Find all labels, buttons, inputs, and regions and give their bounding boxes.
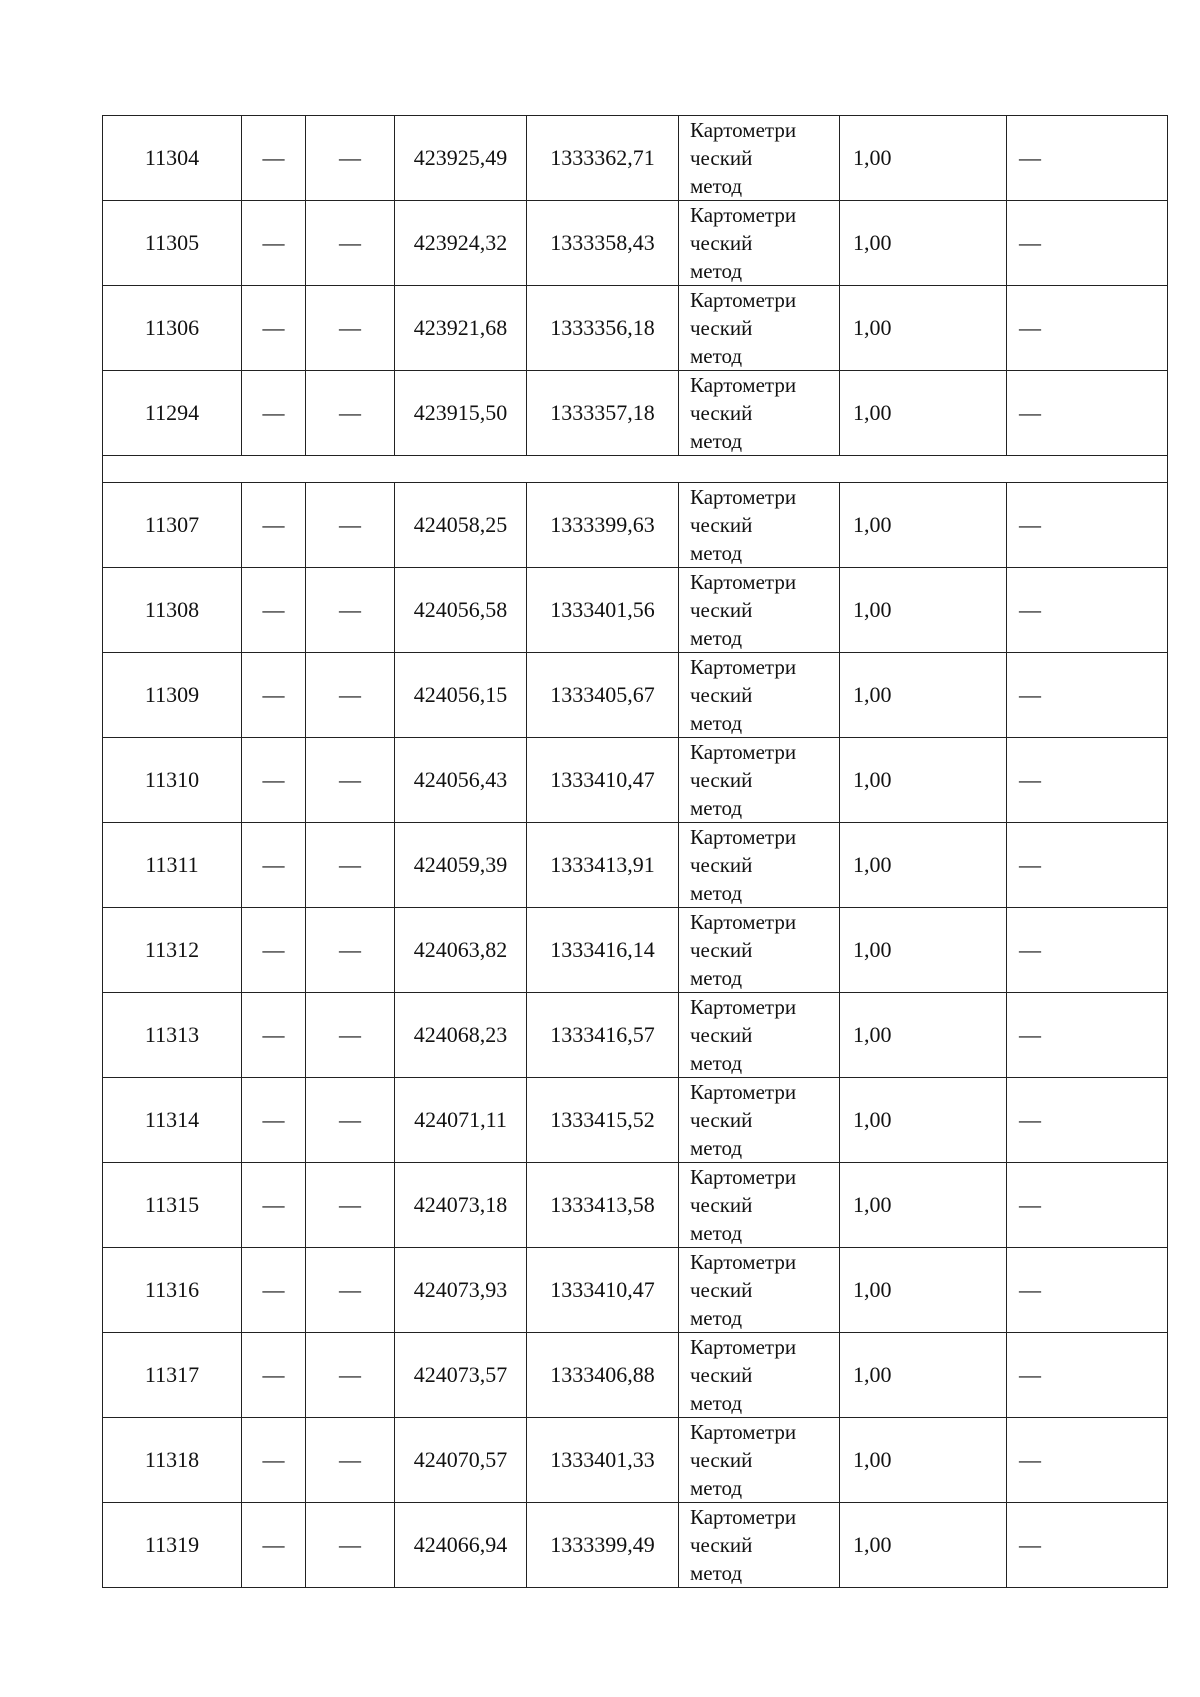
- empty-y-cell: —: [306, 371, 395, 456]
- method-cell: [679, 371, 840, 456]
- method-text-line: Картометри: [690, 655, 797, 679]
- point-number-cell: 11304: [103, 116, 242, 201]
- coordinate-y-cell: 1333399,63: [527, 483, 679, 568]
- method-text-line: ческий: [690, 768, 753, 792]
- empty-y-cell: —: [306, 993, 395, 1078]
- coordinate-y-cell: 1333362,71: [527, 116, 679, 201]
- separator-cell: [103, 456, 1168, 483]
- method-text-line: Картометри: [690, 995, 797, 1019]
- coordinate-y-cell: 1333410,47: [527, 1248, 679, 1333]
- point-number-cell: 11317: [103, 1333, 242, 1418]
- empty-x-cell: —: [242, 286, 306, 371]
- empty-x-cell: —: [242, 653, 306, 738]
- coordinate-y-cell: 1333401,56: [527, 568, 679, 653]
- description-cell: —: [1007, 738, 1168, 823]
- method-text-line: ческий: [690, 938, 753, 962]
- coordinate-y-cell: 1333406,88: [527, 1333, 679, 1418]
- method-text-line: Картометри: [690, 570, 797, 594]
- method-cell: [679, 568, 840, 653]
- method-text-line: ческий: [690, 598, 753, 622]
- method-cell: [679, 201, 840, 286]
- accuracy-cell: 1,00: [840, 823, 1007, 908]
- method-text-line: метод: [690, 1391, 743, 1415]
- description-cell: —: [1007, 568, 1168, 653]
- empty-x-cell: —: [242, 823, 306, 908]
- empty-y-cell: —: [306, 908, 395, 993]
- empty-x-cell: —: [242, 568, 306, 653]
- method-text-line: метод: [690, 344, 743, 368]
- method-text-line: метод: [690, 1221, 743, 1245]
- empty-x-cell: —: [242, 1418, 306, 1503]
- table-row: [103, 653, 1168, 738]
- empty-y-cell: —: [306, 1248, 395, 1333]
- method-cell: [679, 1333, 840, 1418]
- table-row: [103, 738, 1168, 823]
- empty-y-cell: —: [306, 201, 395, 286]
- coordinate-x-cell: 424071,11: [395, 1078, 527, 1163]
- method-text-line: ческий: [690, 231, 753, 255]
- method-text-line: Картометри: [690, 1080, 797, 1104]
- point-number-cell: 11311: [103, 823, 242, 908]
- method-cell: [679, 1503, 840, 1588]
- coordinate-x-cell: 423915,50: [395, 371, 527, 456]
- table-row: [103, 568, 1168, 653]
- table-row: [103, 483, 1168, 568]
- method-text-line: Картометри: [690, 1420, 797, 1444]
- point-number-cell: 11312: [103, 908, 242, 993]
- table-row: [103, 371, 1168, 456]
- method-text-line: метод: [690, 881, 743, 905]
- description-cell: —: [1007, 116, 1168, 201]
- method-text-line: метод: [690, 174, 743, 198]
- coordinate-y-cell: 1333410,47: [527, 738, 679, 823]
- table-row: [103, 1418, 1168, 1503]
- description-cell: —: [1007, 993, 1168, 1078]
- description-cell: —: [1007, 1078, 1168, 1163]
- method-cell: [679, 1248, 840, 1333]
- empty-y-cell: —: [306, 1418, 395, 1503]
- method-cell: [679, 483, 840, 568]
- method-cell: [679, 1418, 840, 1503]
- method-text-line: Картометри: [690, 373, 797, 397]
- point-number-cell: 11315: [103, 1163, 242, 1248]
- empty-x-cell: —: [242, 371, 306, 456]
- accuracy-cell: 1,00: [840, 1078, 1007, 1163]
- empty-x-cell: —: [242, 993, 306, 1078]
- method-text-line: метод: [690, 429, 743, 453]
- description-cell: —: [1007, 371, 1168, 456]
- coordinate-x-cell: 424070,57: [395, 1418, 527, 1503]
- empty-y-cell: —: [306, 1163, 395, 1248]
- method-cell: [679, 908, 840, 993]
- method-text-line: метод: [690, 711, 743, 735]
- coordinate-x-cell: 423924,32: [395, 201, 527, 286]
- method-text-line: метод: [690, 259, 743, 283]
- empty-x-cell: —: [242, 116, 306, 201]
- table-row: [103, 1163, 1168, 1248]
- method-text-line: ческий: [690, 1108, 753, 1132]
- empty-y-cell: —: [306, 1078, 395, 1163]
- point-number-cell: 11313: [103, 993, 242, 1078]
- table-row: [103, 116, 1168, 201]
- table-row: [103, 908, 1168, 993]
- description-cell: —: [1007, 823, 1168, 908]
- method-text-line: ческий: [690, 853, 753, 877]
- coordinate-x-cell: 424056,15: [395, 653, 527, 738]
- coordinates-table: [102, 115, 1168, 1588]
- coordinate-y-cell: 1333399,49: [527, 1503, 679, 1588]
- method-text-line: метод: [690, 626, 743, 650]
- method-text-line: ческий: [690, 401, 753, 425]
- method-text-line: ческий: [690, 1533, 753, 1557]
- accuracy-cell: 1,00: [840, 1248, 1007, 1333]
- coordinate-y-cell: 1333413,91: [527, 823, 679, 908]
- accuracy-cell: 1,00: [840, 738, 1007, 823]
- description-cell: —: [1007, 1248, 1168, 1333]
- coordinate-y-cell: 1333413,58: [527, 1163, 679, 1248]
- empty-y-cell: —: [306, 483, 395, 568]
- empty-x-cell: —: [242, 1163, 306, 1248]
- empty-y-cell: —: [306, 568, 395, 653]
- point-number-cell: 11306: [103, 286, 242, 371]
- point-number-cell: 11305: [103, 201, 242, 286]
- coordinate-y-cell: 1333405,67: [527, 653, 679, 738]
- coordinate-y-cell: 1333416,14: [527, 908, 679, 993]
- separator-row: [103, 456, 1168, 483]
- method-text-line: Картометри: [690, 118, 797, 142]
- table-body: [103, 116, 1168, 1588]
- description-cell: —: [1007, 201, 1168, 286]
- empty-x-cell: —: [242, 1078, 306, 1163]
- method-text-line: Картометри: [690, 485, 797, 509]
- table-row: [103, 1248, 1168, 1333]
- accuracy-cell: 1,00: [840, 1503, 1007, 1588]
- accuracy-cell: 1,00: [840, 568, 1007, 653]
- coordinate-y-cell: 1333416,57: [527, 993, 679, 1078]
- empty-y-cell: —: [306, 286, 395, 371]
- method-cell: [679, 1163, 840, 1248]
- coordinate-y-cell: 1333358,43: [527, 201, 679, 286]
- empty-y-cell: —: [306, 116, 395, 201]
- accuracy-cell: 1,00: [840, 1333, 1007, 1418]
- description-cell: —: [1007, 1333, 1168, 1418]
- method-text-line: Картометри: [690, 1335, 797, 1359]
- table-row: [103, 1333, 1168, 1418]
- method-text-line: Картометри: [690, 740, 797, 764]
- empty-y-cell: —: [306, 823, 395, 908]
- method-text-line: метод: [690, 1306, 743, 1330]
- empty-y-cell: —: [306, 1333, 395, 1418]
- coordinate-x-cell: 424063,82: [395, 908, 527, 993]
- point-number-cell: 11309: [103, 653, 242, 738]
- coordinate-x-cell: 424056,58: [395, 568, 527, 653]
- point-number-cell: 11310: [103, 738, 242, 823]
- method-text-line: ческий: [690, 1278, 753, 1302]
- method-cell: [679, 993, 840, 1078]
- table-row: [103, 201, 1168, 286]
- coordinate-x-cell: 424068,23: [395, 993, 527, 1078]
- description-cell: —: [1007, 483, 1168, 568]
- table-row: [103, 1503, 1168, 1588]
- coordinate-x-cell: 424059,39: [395, 823, 527, 908]
- method-text-line: Картометри: [690, 203, 797, 227]
- method-text-line: ческий: [690, 683, 753, 707]
- description-cell: —: [1007, 653, 1168, 738]
- table-row: [103, 823, 1168, 908]
- point-number-cell: 11294: [103, 371, 242, 456]
- coordinate-y-cell: 1333356,18: [527, 286, 679, 371]
- empty-x-cell: —: [242, 201, 306, 286]
- empty-x-cell: —: [242, 1248, 306, 1333]
- coordinate-x-cell: 424058,25: [395, 483, 527, 568]
- accuracy-cell: 1,00: [840, 201, 1007, 286]
- method-text-line: метод: [690, 796, 743, 820]
- method-text-line: метод: [690, 1051, 743, 1075]
- table-row: [103, 993, 1168, 1078]
- accuracy-cell: 1,00: [840, 653, 1007, 738]
- point-number-cell: 11308: [103, 568, 242, 653]
- accuracy-cell: 1,00: [840, 1163, 1007, 1248]
- empty-x-cell: —: [242, 908, 306, 993]
- description-cell: —: [1007, 286, 1168, 371]
- coordinate-x-cell: 424066,94: [395, 1503, 527, 1588]
- method-cell: [679, 738, 840, 823]
- coordinate-y-cell: 1333357,18: [527, 371, 679, 456]
- method-text-line: ческий: [690, 316, 753, 340]
- method-text-line: метод: [690, 541, 743, 565]
- method-text-line: Картометри: [690, 1250, 797, 1274]
- method-text-line: ческий: [690, 1023, 753, 1047]
- coordinate-x-cell: 424073,18: [395, 1163, 527, 1248]
- accuracy-cell: 1,00: [840, 993, 1007, 1078]
- accuracy-cell: 1,00: [840, 908, 1007, 993]
- point-number-cell: 11318: [103, 1418, 242, 1503]
- point-number-cell: 11314: [103, 1078, 242, 1163]
- empty-y-cell: —: [306, 653, 395, 738]
- coordinate-x-cell: 423921,68: [395, 286, 527, 371]
- method-text-line: ческий: [690, 1193, 753, 1217]
- method-text-line: ческий: [690, 1363, 753, 1387]
- method-text-line: метод: [690, 1561, 743, 1585]
- empty-x-cell: —: [242, 1503, 306, 1588]
- empty-y-cell: —: [306, 1503, 395, 1588]
- method-text-line: метод: [690, 966, 743, 990]
- coordinate-x-cell: 423925,49: [395, 116, 527, 201]
- method-cell: [679, 1078, 840, 1163]
- description-cell: —: [1007, 1503, 1168, 1588]
- method-cell: [679, 286, 840, 371]
- method-text-line: ческий: [690, 146, 753, 170]
- method-cell: [679, 653, 840, 738]
- description-cell: —: [1007, 1163, 1168, 1248]
- empty-x-cell: —: [242, 738, 306, 823]
- empty-x-cell: —: [242, 1333, 306, 1418]
- point-number-cell: 11316: [103, 1248, 242, 1333]
- accuracy-cell: 1,00: [840, 116, 1007, 201]
- accuracy-cell: 1,00: [840, 483, 1007, 568]
- coordinate-y-cell: 1333415,52: [527, 1078, 679, 1163]
- coordinate-x-cell: 424056,43: [395, 738, 527, 823]
- accuracy-cell: 1,00: [840, 371, 1007, 456]
- description-cell: —: [1007, 1418, 1168, 1503]
- table-row: [103, 1078, 1168, 1163]
- method-text-line: метод: [690, 1136, 743, 1160]
- method-text-line: Картометри: [690, 288, 797, 312]
- empty-y-cell: —: [306, 738, 395, 823]
- point-number-cell: 11307: [103, 483, 242, 568]
- method-text-line: ческий: [690, 513, 753, 537]
- method-text-line: Картометри: [690, 825, 797, 849]
- method-text-line: метод: [690, 1476, 743, 1500]
- accuracy-cell: 1,00: [840, 1418, 1007, 1503]
- empty-x-cell: —: [242, 483, 306, 568]
- table-row: [103, 286, 1168, 371]
- method-text-line: Картометри: [690, 1165, 797, 1189]
- description-cell: —: [1007, 908, 1168, 993]
- accuracy-cell: 1,00: [840, 286, 1007, 371]
- method-text-line: Картометри: [690, 910, 797, 934]
- method-text-line: ческий: [690, 1448, 753, 1472]
- method-cell: [679, 823, 840, 908]
- point-number-cell: 11319: [103, 1503, 242, 1588]
- coordinate-x-cell: 424073,93: [395, 1248, 527, 1333]
- coordinate-y-cell: 1333401,33: [527, 1418, 679, 1503]
- coordinate-x-cell: 424073,57: [395, 1333, 527, 1418]
- method-cell: [679, 116, 840, 201]
- method-text-line: Картометри: [690, 1505, 797, 1529]
